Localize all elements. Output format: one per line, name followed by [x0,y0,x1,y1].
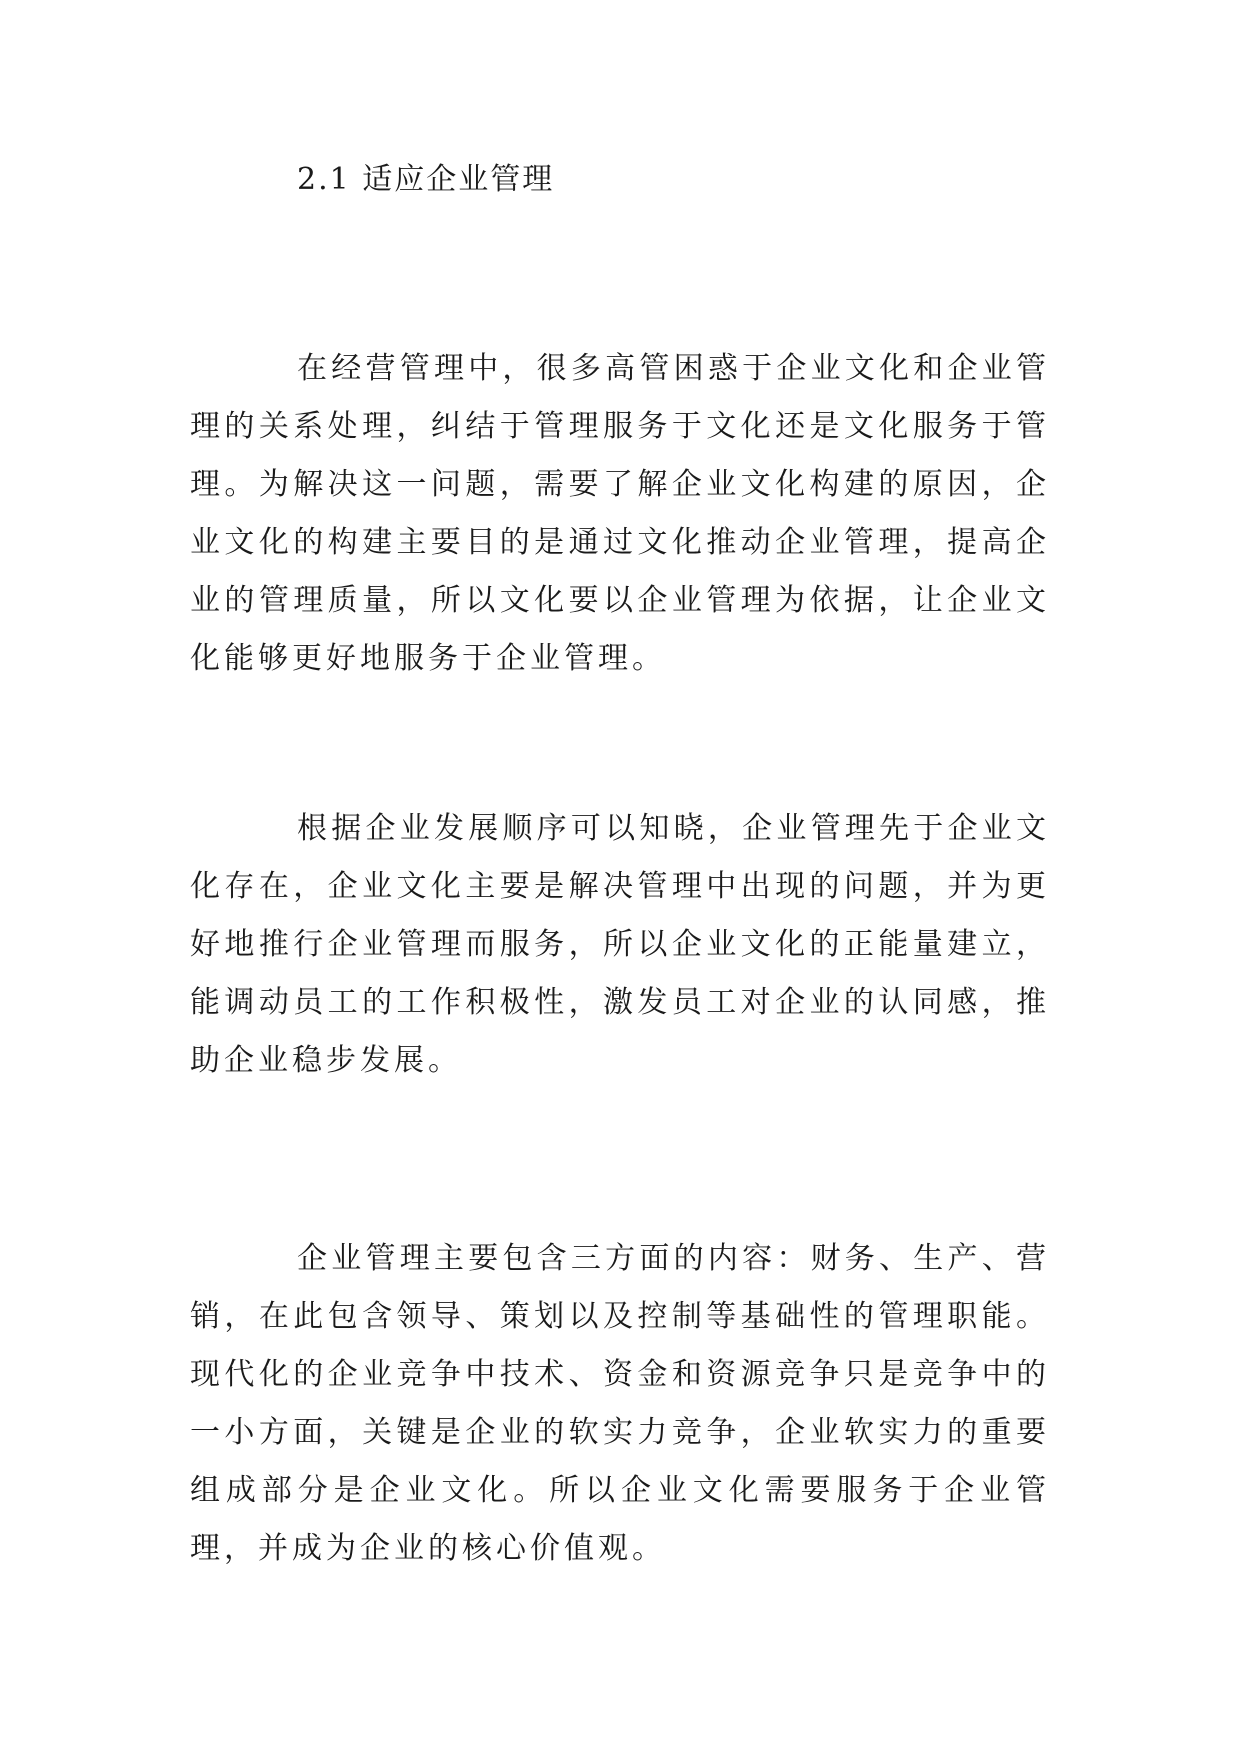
paragraph-3: 企业管理主要包含三方面的内容：财务、生产、营销，在此包含领导、策划以及控制等基础性的管理职能。现代化的企业竞争中技术、资金和资源竞争只是竞争中的一小方面，关键是企业的软实力竞争，企业软实力的重要组成部分是企业文化。所以企业文化需要服务于企业管理，并成为企业的核心价值观。 [190,1241,1050,1566]
section-heading: 2.1 适应企业管理 [297,162,555,197]
paragraph-1: 在经营管理中，很多高管困惑于企业文化和企业管理的关系处理，纠结于管理服务于文化还是文化服务于管理。为解决这一问题，需要了解企业文化构建的原因，企业文化的构建主要目的是通过文化推动企业管理，提高企业的管理质量，所以文化要以企业管理为依据，让企业文化能够更好地服务于企业管理。 [190,351,1050,676]
paragraph-2: 根据企业发展顺序可以知晓，企业管理先于企业文化存在，企业文化主要是解决管理中出现的问题，并为更好地推行企业管理而服务，所以企业文化的正能量建立，能调动员工的工作积极性，激发员工对企业的认同感，推助企业稳步发展。 [190,811,1050,1078]
